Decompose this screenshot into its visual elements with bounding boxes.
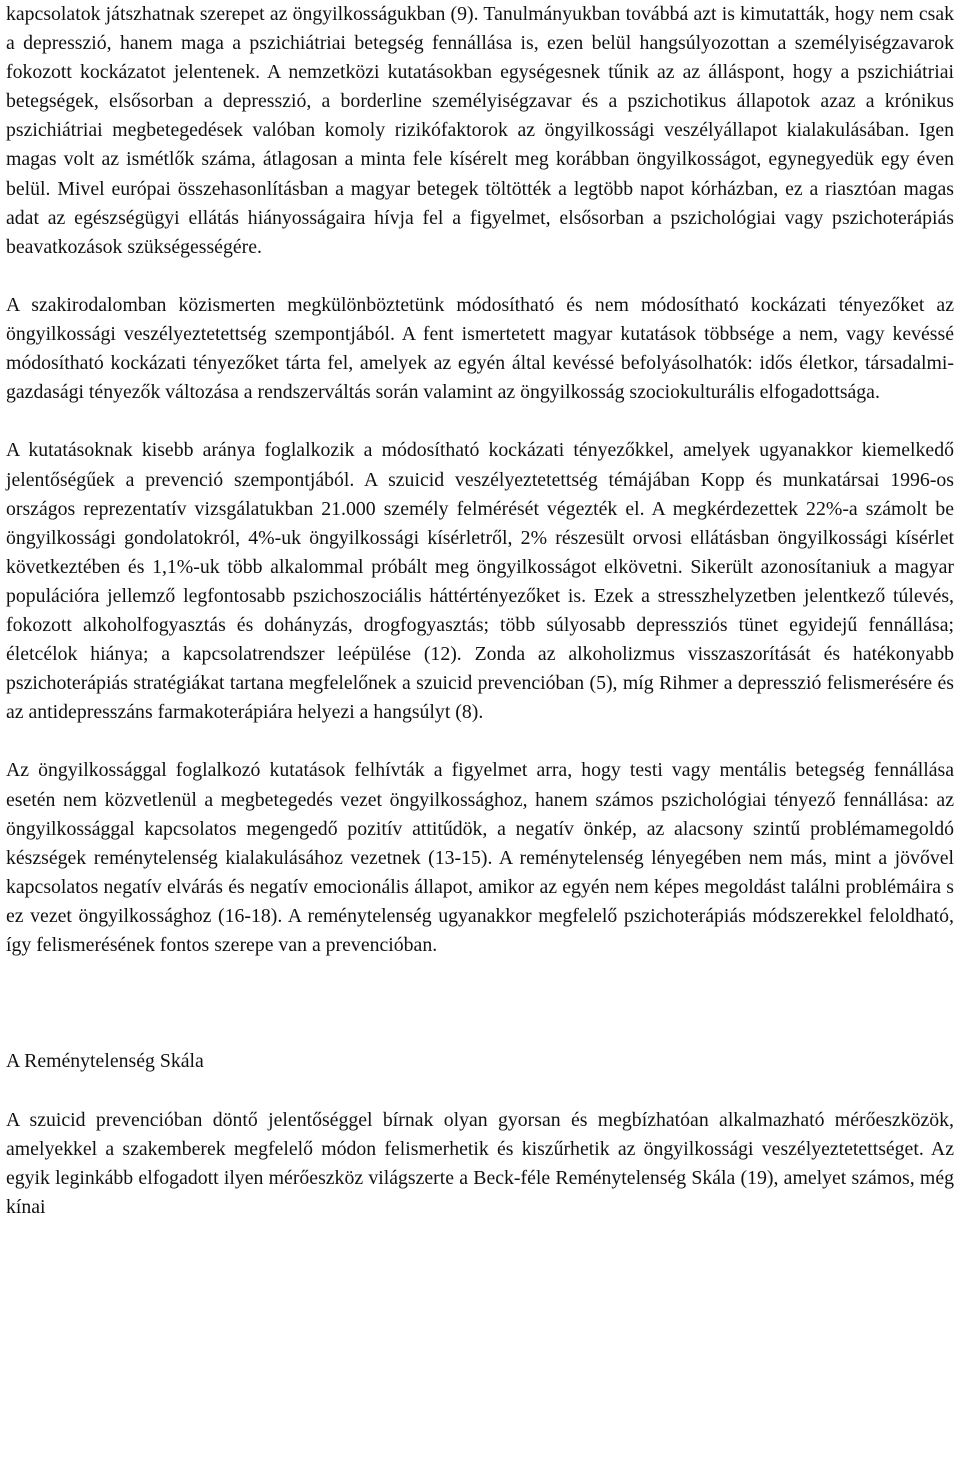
- paragraph-risk-factors: A szakirodalomban közismerten megkülönböztetünk módosítható és nem módosítható kockázati tényezőket az öngyilkossági veszélyeztetettség szempontjából. A fent ismertetett magyar kutatások többsége a nem, vagy kevéssé módosítható kockázati tényezőket tárta fel, amelyek az egyén által kevéssé befolyásolhatók: idős életkor, társadalmi-gazdasági tényezők változása a rendszerváltás során valamint az öngyilkosság szociokulturális elfogadottsága.: [6, 293, 954, 404]
- paragraph-modifiable-factors: A kutatásoknak kisebb aránya foglalkozik a módosítható kockázati tényezőkkel, amelyek ugyanakkor kiemelkedő jelentőségűek a prevenció szempontjából. A szuicid veszélyeztetettség témájában Kopp és munkatársai 1996-os országos reprezentatív vizsgálatukban 21.000 személy felmérését végezték el. A megkérdezettek 22%-a számolt be öngyilkossági gondolatokról, 4%-uk öngyilkossági kísérletről, 2% részesült orvosi ellátásban öngyilkossági kísérlet következtében és 1,1%-uk több alkalommal próbált meg öngyilkosságot elkövetni. Sikerült azonosítaniuk a magyar populációra jellemző legfontosabb pszichoszociális háttértényezőket is. Ezek a stresszhelyzetben jelentkező túlevés, fokozott alkoholfogyasztás és dohányzás, drogfogyasztás; több súlyosabb depressziós tünet egyidejű fennállása; életcélok hiánya; a kapcsolatrendszer leépülése (12). Zonda az alkoholizmus visszaszorítását és hatékonyabb pszichoterápiás stratégiákat tartana megfelelőnek a szuicid prevencióban (5), míg Rihmer a depresszió felismerésére és az antidepresszáns farmakoterápiára helyezi a hangsúlyt (8).: [6, 439, 954, 724]
- paragraph-hopelessness-scale: A szuicid prevencióban döntő jelentőséggel bírnak olyan gyorsan és megbízhatóan alkalmazható mérőeszközök, amelyekkel a szakemberek megfelelő módon felismerhetik és kiszűrhetik az öngyilkossági veszélyeztetettséget. Az egyik leginkább elfogadott ilyen mérőeszköz világszerte a Beck-féle Reménytelenség Skála (19), amelyet számos, még kínai: [6, 1108, 954, 1218]
- paragraph-spacer: [6, 727, 954, 756]
- paragraph-psychiatric-risk: kapcsolatok játszhatnak szerepet az öngyilkosságukban (9). Tanulmányukban továbbá azt is kimutatták, hogy nem csak a depresszió, hanem maga a pszichiátriai betegség fennállása is, ezen belül hangsúlyozottan a személyiségzavarok fokozott kockázatot jelentenek. A nemzetközi kutatásokban egységesnek tűnik az az álláspont, hogy a pszichiátriai betegségek, elsősorban a depresszió, a borderline személyiségzavar és a pszichotikus állapotok azaz a krónikus pszichiátriai megbetegedések valóban komoly rizikófaktorok az öngyilkossági veszélyállapot kialakulásában. Igen magas volt az ismétlők száma, átlagosan a minta fele kísérelt meg korábban öngyilkosságot, egynegyedük egy éven belül. Mivel európai összehasonlításban a magyar betegek töltötték a legtöbb napot kórházban, ez a riasztóan magas adat az egészségügyi ellátás hiányosságaira hívja fel a figyelmet, elsősorban a pszichológiai vagy pszichoterápiás beavatkozások szükségességére.: [6, 3, 954, 258]
- paragraph-spacer: [6, 262, 954, 291]
- paragraph-spacer: [6, 407, 954, 436]
- paragraph-hopelessness: Az öngyilkossággal foglalkozó kutatások felhívták a figyelmet arra, hogy testi vagy mentális betegség fennállása esetén nem közvetlenül a megbetegedés vezet öngyilkossághoz, hanem számos pszichológiai tényező fennállása: az öngyilkossággal kapcsolatos megengedő pozitív attitűdök, a negatív önkép, az alacsony szintű problémamegoldó készségek reménytelenség kialakulásához vezetnek (13-15). A reménytelenség lényegében nem más, mint a jövővel kapcsolatos negatív elvárás és negatív emocionális állapot, amikor az egyén nem képes megoldást találni problémáira s ez vezet öngyilkossághoz (16-18). A reménytelenség ugyanakkor megfelelő pszichoterápiás módszerekkel feloldható, így felismerésének fontos szerepe van a prevencióban.: [6, 759, 954, 956]
- document-page: [6, 0, 954, 1222]
- section-spacer: [6, 960, 954, 1047]
- section-heading: A Reménytelenség Skála: [6, 1050, 204, 1073]
- paragraph-spacer: [6, 1076, 954, 1105]
